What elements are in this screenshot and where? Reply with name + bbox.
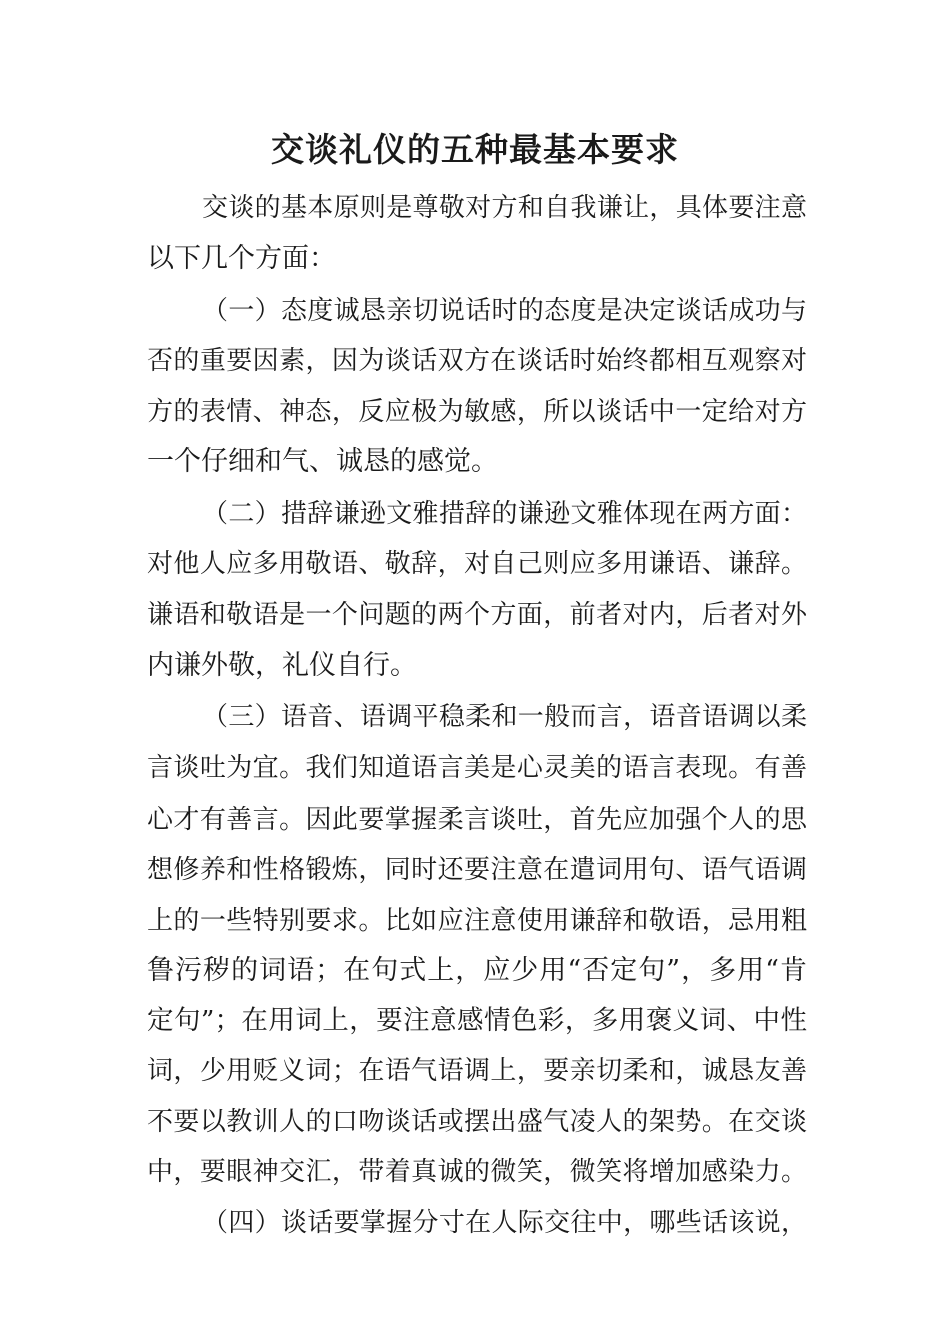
text-line: 交谈的基本原则是尊敬对方和自我谦让，具体要注意: [202, 193, 807, 223]
text-line: （四）谈话要掌握分寸在人际交往中，哪些话该说，: [202, 1208, 807, 1238]
text-line: 上的一些特别要求。比如应注意使用谦辞和敬语，忌用粗: [147, 906, 807, 936]
text-line: 鲁污秽的词语；在句式上，应少用“否定句”，多用“肯: [147, 955, 807, 986]
text-line: 想修养和性格锻炼，同时还要注意在遣词用句、语气语调: [147, 855, 807, 885]
text-line: 否的重要因素，因为谈话双方在谈话时始终都相互观察对: [147, 346, 807, 376]
text-line: 言谈吐为宜。我们知道语言美是心灵美的语言表现。有善: [147, 753, 807, 783]
text-line: 以下几个方面：: [147, 243, 336, 274]
text-line: 定句”；在用词上，要注意感情色彩，多用褒义词、中性: [147, 1005, 807, 1036]
text-line: 中，要眼神交汇，带着真诚的微笑，微笑将增加感染力。: [147, 1157, 807, 1187]
text-line: 对他人应多用敬语、敬辞，对自己则应多用谦语、谦辞。: [147, 549, 807, 579]
text-line: 不要以教训人的口吻谈话或摆出盛气凌人的架势。在交谈: [147, 1107, 807, 1137]
text-line: 内谦外敬，礼仪自行。: [147, 650, 417, 681]
text-line: 方的表情、神态，反应极为敏感，所以谈话中一定给对方: [147, 397, 807, 427]
text-line: 心才有善言。因此要掌握柔言谈吐，首先应加强个人的思: [147, 805, 807, 835]
text-line: （三）语音、语调平稳柔和一般而言，语音语调以柔: [202, 702, 807, 732]
text-line: 一个仔细和气、诚恳的感觉。: [147, 446, 498, 477]
text-line: （二）措辞谦逊文雅措辞的谦逊文雅体现在两方面：: [202, 499, 807, 529]
text-line: （一）态度诚恳亲切说话时的态度是决定谈话成功与: [202, 296, 807, 326]
text-line: 谦语和敬语是一个问题的两个方面，前者对内，后者对外: [147, 600, 807, 630]
page-title: 交谈礼仪的五种最基本要求: [271, 130, 679, 169]
text-line: 词，少用贬义词；在语气语调上，要亲切柔和，诚恳友善: [147, 1056, 807, 1086]
